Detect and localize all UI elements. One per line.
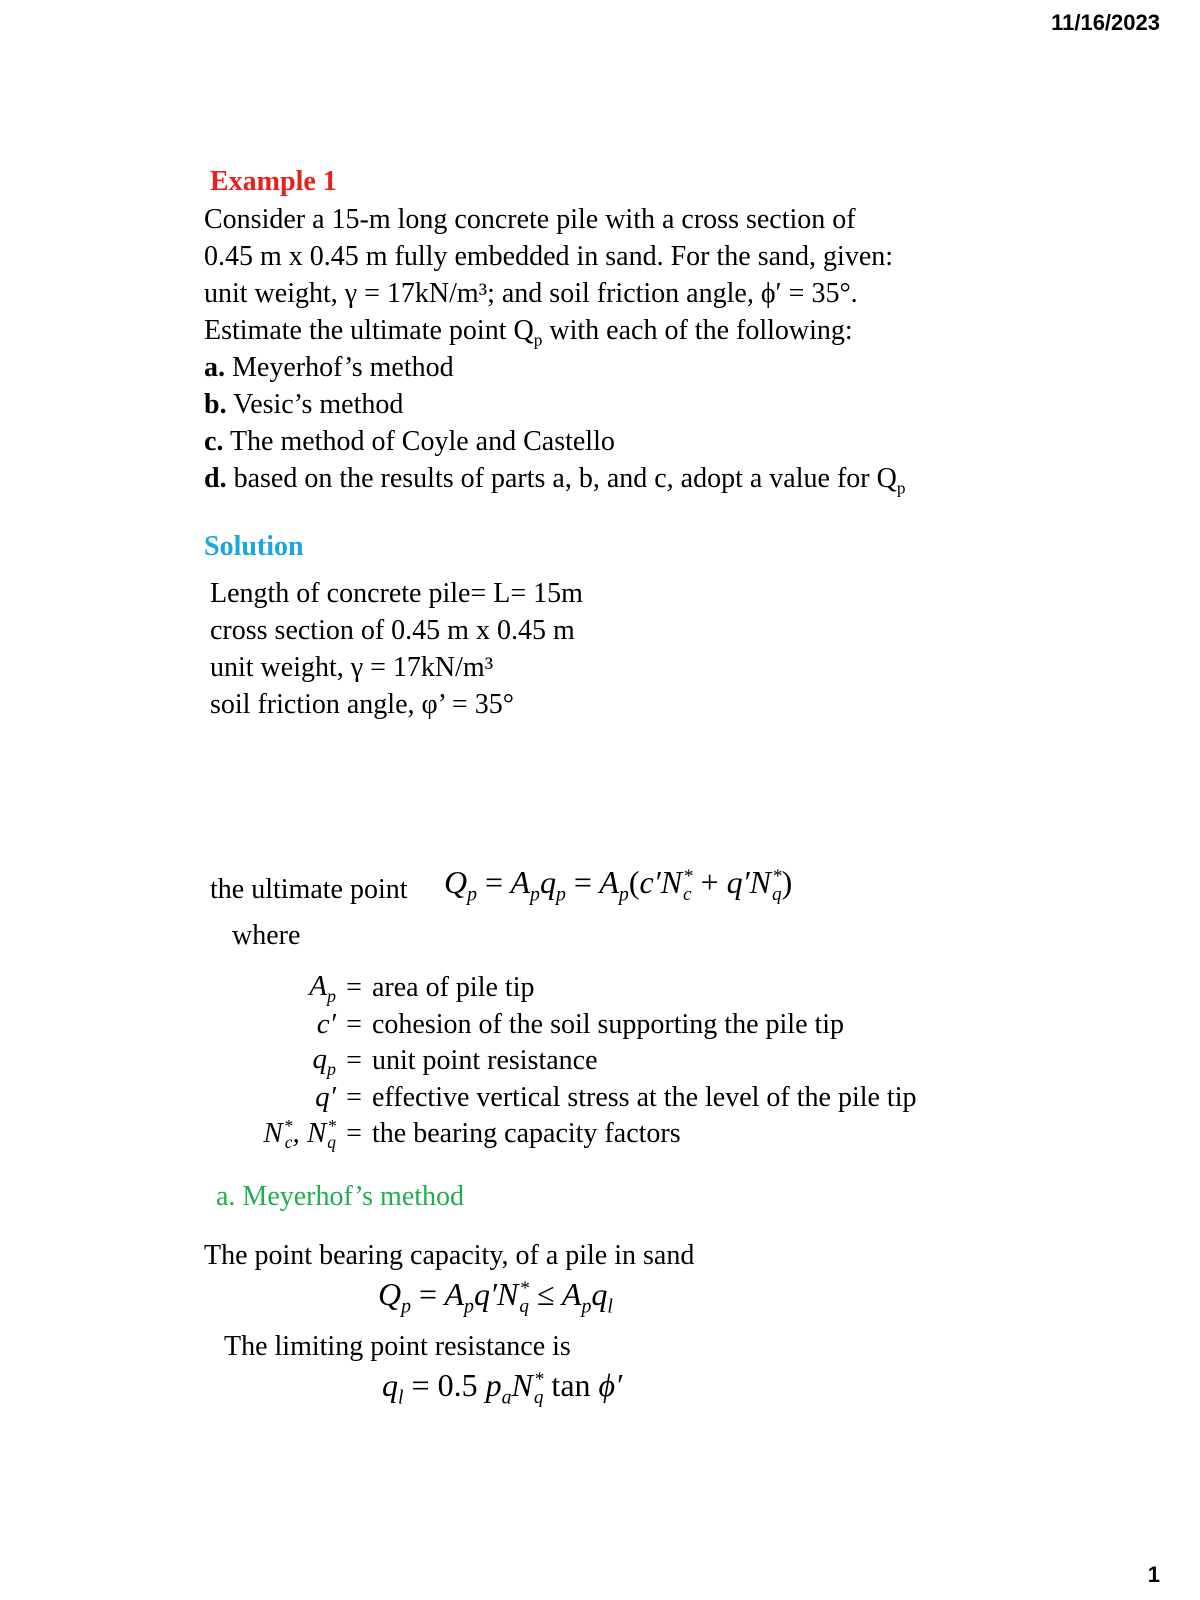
problem-line-3: unit weight, γ = 17kN/m³; and soil friction angle, ϕ′ = 35°. — [204, 278, 858, 309]
given-length: Length of concrete pile= L= 15m — [210, 578, 583, 609]
problem-line-4: Estimate the ultimate point $Q_p$ with each of the following: — [204, 315, 853, 350]
ultimate-point-equation: $Q_p = A_pq_p = A_p(c'N$ * c + q′N * q ) — [444, 864, 793, 906]
point-bearing-text: The point bearing capacity, of a pile in sand — [204, 1240, 695, 1271]
limiting-resistance-equation: $q_l = 0.5$ $p_aN$ * q tan ϕ′ — [382, 1367, 623, 1409]
symbol-qp: $q_p$ — [312, 1042, 336, 1079]
problem-item-d: d. based on the results of parts a, b, and c, adopt a value for $Q_p$ — [204, 463, 906, 498]
solution-title: Solution — [204, 531, 304, 562]
symbol-c-prime: c′ — [316, 1008, 336, 1041]
given-cross-section: cross section of 0.45 m x 0.45 m — [210, 615, 575, 646]
symbol-ap: $A_p$ — [309, 970, 336, 1006]
method-a-title: a. Meyerhof’s method — [216, 1181, 465, 1212]
problem-line-2: 0.45 m x 0.45 m fully embedded in sand. For the sand, given: — [204, 241, 894, 272]
given-unit-weight: unit weight, γ = 17kN/m³ — [210, 652, 494, 683]
point-bearing-equation: $Q_p = A_pq'N$ * q ≤ $A_pq_l$ — [378, 1276, 613, 1318]
definition-text: cohesion of the soil supporting the pile tip — [372, 1008, 845, 1040]
symbol-nc-nq: N * c , N * q — [263, 1116, 336, 1152]
page-date: 11/16/2023 — [1051, 10, 1160, 35]
page-number: 1 — [1147, 1562, 1160, 1587]
given-friction-angle: soil friction angle, φ’ = 35° — [210, 689, 514, 720]
definition-row: N * c , N * q = the bearing capacity factors — [226, 1116, 916, 1152]
definitions-table — [226, 970, 916, 1152]
problem-line-1: Consider a 15-m long concrete pile with a cross section of — [204, 204, 856, 235]
problem-item-b: b. Vesic’s method — [204, 389, 404, 420]
definition-row: c′ = cohesion of the soil supporting the pile tip — [226, 1007, 916, 1043]
definition-text: unit point resistance — [372, 1045, 598, 1077]
example-title: Example 1 — [210, 166, 337, 197]
definition-text: area of pile tip — [372, 972, 535, 1004]
definition-row: $q_p$ = unit point resistance — [226, 1043, 916, 1080]
limiting-resistance-text: The limiting point resistance is — [224, 1331, 571, 1362]
problem-item-c: c. The method of Coyle and Castello — [204, 426, 615, 457]
definition-text: effective vertical stress at the level of the pile tip — [372, 1081, 917, 1113]
definition-text: the bearing capacity factors — [372, 1117, 681, 1149]
definition-row: q′ = effective vertical stress at the level of the pile tip — [226, 1080, 916, 1116]
where-label: where — [232, 920, 301, 951]
ultimate-point-label: the ultimate point — [210, 874, 408, 905]
symbol-q-prime: q′ — [315, 1081, 336, 1114]
problem-item-a: a. Meyerhof’s method — [204, 352, 454, 383]
definition-row: $A_p$ = area of pile tip — [226, 970, 916, 1007]
